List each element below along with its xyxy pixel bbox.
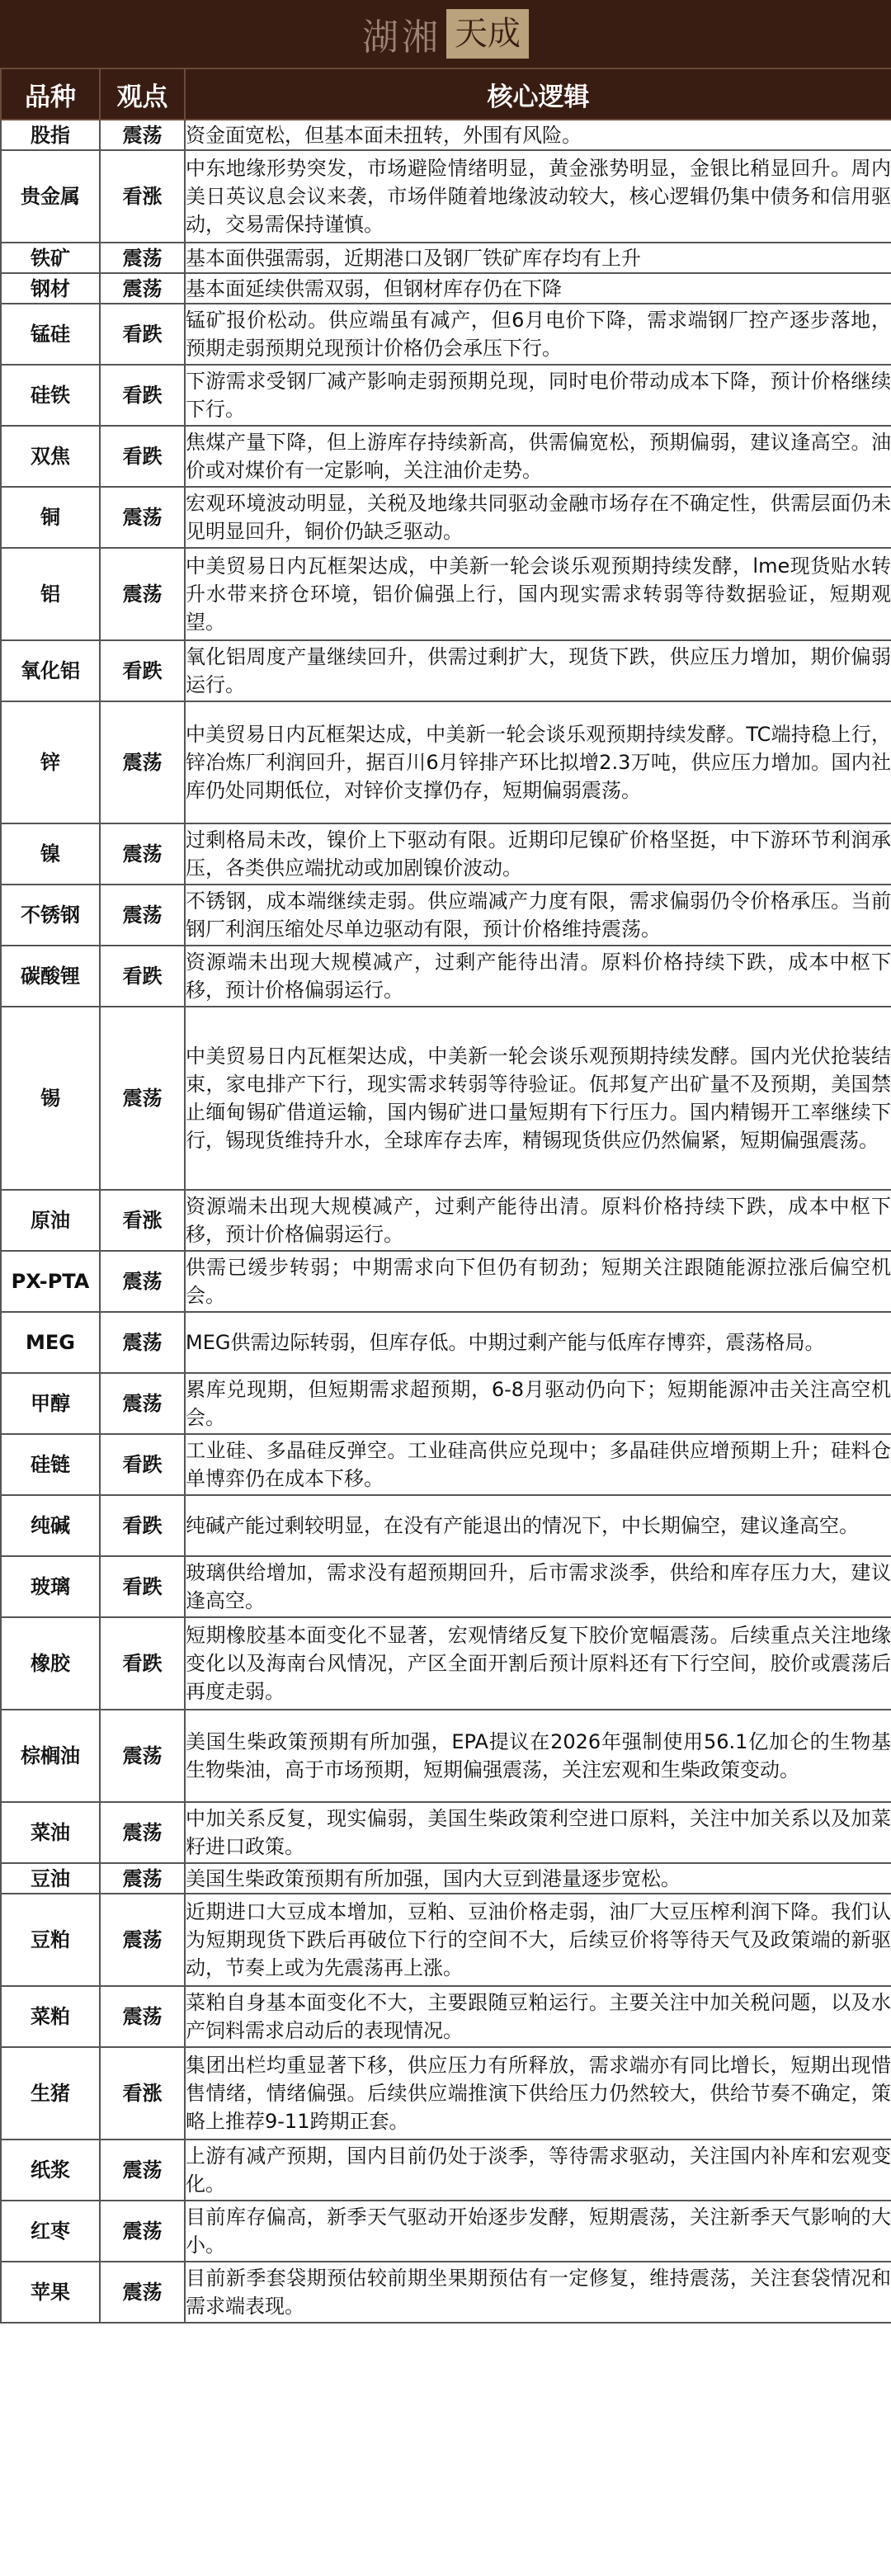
table-row (1, 640, 891, 701)
variety-cell: 铝 (1, 548, 100, 640)
variety-cell: 橡胶 (1, 1617, 100, 1710)
table-row (1, 1007, 891, 1190)
logic-cell: MEG供需边际转弱，但库存低。中期过剩产能与低库存博弈，震荡格局。 (185, 1312, 891, 1373)
variety-cell: 锡 (1, 1007, 100, 1190)
view-cell: 震荡 (100, 120, 185, 150)
variety-cell: 红枣 (1, 2201, 100, 2262)
table-row (1, 548, 891, 640)
variety-cell: 菜油 (1, 1802, 100, 1863)
view-cell: 震荡 (100, 1894, 185, 1986)
table-row (1, 1190, 891, 1251)
variety-cell: 原油 (1, 1190, 100, 1251)
logic-cell: 中东地缘形势突发，市场避险情绪明显，黄金涨势明显，金银比稍显回升。周内美日英议息会议来袭，市场伴随着地缘波动较大，核心逻辑仍集中债务和信用驱动，交易需保持谨慎。 (185, 150, 891, 243)
variety-cell: 硅链 (1, 1434, 100, 1495)
logic-cell: 锰矿报价松动。供应端虽有减产，但6月电价下降，需求端钢厂控产逐步落地，预期走弱预期兑现预计价格仍会承压下行。 (185, 304, 891, 365)
view-cell: 看跌 (100, 946, 185, 1007)
table-row (1, 426, 891, 487)
logic-cell: 资金面宽松，但基本面未扭转，外围有风险。 (185, 120, 891, 150)
logic-cell: 基本面供强需弱，近期港口及钢厂铁矿库存均有上升 (185, 243, 891, 273)
view-cell: 震荡 (100, 1802, 185, 1863)
view-cell: 震荡 (100, 1373, 185, 1434)
logic-cell: 上游有减产预期，国内目前仍处于淡季，等待需求驱动，关注国内补库和宏观变化。 (185, 2140, 891, 2201)
header-view: 观点 (100, 68, 185, 120)
table-row (1, 1894, 891, 1986)
view-cell: 震荡 (100, 243, 185, 273)
view-cell: 看跌 (100, 426, 185, 487)
logic-cell: 菜粕自身基本面变化不大，主要跟随豆粕运行。主要关注中加关税问题，以及水产饲料需求启动后的表现情况。 (185, 1986, 891, 2047)
table-row (1, 701, 891, 823)
variety-cell: 铜 (1, 487, 100, 548)
variety-cell: 苹果 (1, 2262, 100, 2323)
variety-cell: 玻璃 (1, 1556, 100, 1617)
view-cell: 看跌 (100, 1434, 185, 1495)
view-cell: 看跌 (100, 365, 185, 426)
variety-cell: 不锈钢 (1, 885, 100, 946)
logic-cell: 焦煤产量下降，但上游库存持续新高，供需偏宽松，预期偏弱，建议逢高空。油价或对煤价有一定影响，关注油价走势。 (185, 426, 891, 487)
view-cell: 看涨 (100, 1190, 185, 1251)
view-cell: 震荡 (100, 2262, 185, 2323)
variety-cell: 锰硅 (1, 304, 100, 365)
table-header-row (1, 68, 891, 120)
table-row (1, 1710, 891, 1802)
table-row (1, 885, 891, 946)
logic-cell: 不锈钢，成本端继续走弱。供应端减产力度有限，需求偏弱仍令价格承压。当前钢厂利润压缩处尽单边驱动有限，预计价格维持震荡。 (185, 885, 891, 946)
view-cell: 震荡 (100, 1007, 185, 1190)
table-row (1, 1986, 891, 2047)
logo-left-text: 湖湘 (362, 17, 441, 59)
variety-cell: 钢材 (1, 273, 100, 304)
variety-cell: 甲醇 (1, 1373, 100, 1434)
strategy-table (0, 68, 891, 2324)
view-cell: 震荡 (100, 701, 185, 823)
variety-cell: 股指 (1, 120, 100, 150)
view-cell: 震荡 (100, 1710, 185, 1802)
table-row (1, 2201, 891, 2262)
logic-cell: 目前新季套袋期预估较前期坐果期预估有一定修复，维持震荡，关注套袋情况和需求端表现。 (185, 2262, 891, 2323)
logic-cell: 基本面延续供需双弱，但钢材库存仍在下降 (185, 273, 891, 304)
table-body (1, 120, 891, 2323)
variety-cell: 镍 (1, 823, 100, 885)
variety-cell: 锌 (1, 701, 100, 823)
variety-cell: 生猪 (1, 2047, 100, 2140)
table-row (1, 946, 891, 1007)
logic-cell: 美国生柴政策预期有所加强，国内大豆到港量逐步宽松。 (185, 1863, 891, 1894)
variety-cell: 碳酸锂 (1, 946, 100, 1007)
table-row (1, 2047, 891, 2140)
table-row (1, 1802, 891, 1863)
table-row (1, 1434, 891, 1495)
variety-cell: 菜粕 (1, 1986, 100, 2047)
view-cell: 看涨 (100, 150, 185, 243)
variety-cell: PX-PTA (1, 1251, 100, 1312)
table-row (1, 1373, 891, 1434)
logic-cell: 中美贸易日内瓦框架达成，中美新一轮会谈乐观预期持续发酵。TC端持稳上行，锌冶炼厂利润回升，据百川6月锌排产环比拟增2.3万吨，供应压力增加。国内社库仍处同期低位，对锌价支撑仍存，短期偏弱震荡。 (185, 701, 891, 823)
variety-cell: 豆油 (1, 1863, 100, 1894)
brand-banner (0, 0, 891, 68)
table-row (1, 304, 891, 365)
logic-cell: 资源端未出现大规模减产，过剩产能待出清。原料价格持续下跌，成本中枢下移，预计价格偏弱运行。 (185, 946, 891, 1007)
table-row (1, 1495, 891, 1556)
table-row (1, 243, 891, 273)
view-cell: 震荡 (100, 1863, 185, 1894)
table-row (1, 2262, 891, 2323)
table-row (1, 150, 891, 243)
variety-cell: 纯碱 (1, 1495, 100, 1556)
logic-cell: 近期进口大豆成本增加，豆粕、豆油价格走弱，油厂大豆压榨利润下降。我们认为短期现货下跌后再破位下行的空间不大，后续豆价将等待天气及政策端的新驱动，节奏上或为先震荡再上涨。 (185, 1894, 891, 1986)
table-row (1, 487, 891, 548)
table-row (1, 1863, 891, 1894)
logic-cell: 中加关系反复，现实偏弱，美国生柴政策利空进口原料，关注中加关系以及加菜籽进口政策。 (185, 1802, 891, 1863)
logic-cell: 宏观环境波动明显，关税及地缘共同驱动金融市场存在不确定性，供需层面仍未见明显回升，铜价仍缺乏驱动。 (185, 487, 891, 548)
variety-cell: 铁矿 (1, 243, 100, 273)
header-variety: 品种 (1, 68, 100, 120)
logic-cell: 工业硅、多晶硅反弹空。工业硅高供应兑现中；多晶硅供应增预期上升；硅料仓单博弈仍在成本下移。 (185, 1434, 891, 1495)
header-logic: 核心逻辑 (185, 68, 891, 120)
view-cell: 看跌 (100, 304, 185, 365)
view-cell: 震荡 (100, 823, 185, 885)
brand-logo (362, 7, 529, 60)
logic-cell: 美国生柴政策预期有所加强，EPA提议在2026年强制使用56.1亿加仑的生物基生物柴油，高于市场预期，短期偏强震荡，关注宏观和生柴政策变动。 (185, 1710, 891, 1802)
view-cell: 看跌 (100, 640, 185, 701)
logic-cell: 中美贸易日内瓦框架达成，中美新一轮会谈乐观预期持续发酵，lme现货贴水转升水带来挤仓环境，铝价偏强上行，国内现实需求转弱等待数据验证，短期观望。 (185, 548, 891, 640)
variety-cell: 硅铁 (1, 365, 100, 426)
view-cell: 看跌 (100, 1617, 185, 1710)
logic-cell: 中美贸易日内瓦框架达成，中美新一轮会谈乐观预期持续发酵。国内光伏抢装结束，家电排产下行，现实需求转弱等待验证。佤邦复产出矿量不及预期，美国禁止缅甸锡矿借道运输，国内锡矿进口量短期有下行压力。国内精锡开工率继续下行，锡现货维持升水，全球库存去库，精锡现货供应仍然偏紧，短期偏强震荡。 (185, 1007, 891, 1190)
variety-cell: 豆粕 (1, 1894, 100, 1986)
variety-cell: 棕榈油 (1, 1710, 100, 1802)
table-row (1, 1251, 891, 1312)
view-cell: 震荡 (100, 1251, 185, 1312)
logic-cell: 集团出栏均重显著下移，供应压力有所释放，需求端亦有同比增长，短期出现惜售情绪，情绪偏强。后续供应端推演下供给压力仍然较大，供给节奏不确定，策略上推荐9-11跨期正套。 (185, 2047, 891, 2140)
view-cell: 看涨 (100, 2047, 185, 2140)
logic-cell: 纯碱产能过剩较明显，在没有产能退出的情况下，中长期偏空，建议逢高空。 (185, 1495, 891, 1556)
logic-cell: 累库兑现期，但短期需求超预期，6-8月驱动仍向下；短期能源冲击关注高空机会。 (185, 1373, 891, 1434)
variety-cell: 双焦 (1, 426, 100, 487)
table-row (1, 1556, 891, 1617)
table-row (1, 1312, 891, 1373)
table-row (1, 273, 891, 304)
view-cell: 震荡 (100, 273, 185, 304)
view-cell: 看跌 (100, 1495, 185, 1556)
table-row (1, 365, 891, 426)
table-row (1, 2140, 891, 2201)
variety-cell: MEG (1, 1312, 100, 1373)
view-cell: 震荡 (100, 2201, 185, 2262)
logic-cell: 供需已缓步转弱；中期需求向下但仍有韧劲；短期关注跟随能源拉涨后偏空机会。 (185, 1251, 891, 1312)
logic-cell: 玻璃供给增加，需求没有超预期回升，后市需求淡季，供给和库存压力大，建议逢高空。 (185, 1556, 891, 1617)
table-row (1, 823, 891, 885)
logic-cell: 目前库存偏高，新季天气驱动开始逐步发酵，短期震荡，关注新季天气影响的大小。 (185, 2201, 891, 2262)
view-cell: 震荡 (100, 548, 185, 640)
variety-cell: 纸浆 (1, 2140, 100, 2201)
logic-cell: 短期橡胶基本面变化不显著，宏观情绪反复下胶价宽幅震荡。后续重点关注地缘变化以及海南台风情况，产区全面开割后预计原料还有下行空间，胶价或震荡后再度走弱。 (185, 1617, 891, 1710)
view-cell: 震荡 (100, 1312, 185, 1373)
logic-cell: 过剩格局未改，镍价上下驱动有限。近期印尼镍矿价格坚挺，中下游环节利润承压，各类供应端扰动或加剧镍价波动。 (185, 823, 891, 885)
view-cell: 震荡 (100, 885, 185, 946)
view-cell: 震荡 (100, 2140, 185, 2201)
table-row (1, 1617, 891, 1710)
logic-cell: 下游需求受钢厂减产影响走弱预期兑现，同时电价带动成本下降，预计价格继续下行。 (185, 365, 891, 426)
table-row (1, 120, 891, 150)
logic-cell: 氧化铝周度产量继续回升，供需过剩扩大，现货下跌，供应压力增加，期价偏弱运行。 (185, 640, 891, 701)
variety-cell: 贵金属 (1, 150, 100, 243)
variety-cell: 氧化铝 (1, 640, 100, 701)
logic-cell: 资源端未出现大规模减产，过剩产能待出清。原料价格持续下跌，成本中枢下移，预计价格偏弱运行。 (185, 1190, 891, 1251)
logo-stamp-text: 天成 (446, 9, 529, 59)
view-cell: 看跌 (100, 1556, 185, 1617)
view-cell: 震荡 (100, 487, 185, 548)
view-cell: 震荡 (100, 1986, 185, 2047)
